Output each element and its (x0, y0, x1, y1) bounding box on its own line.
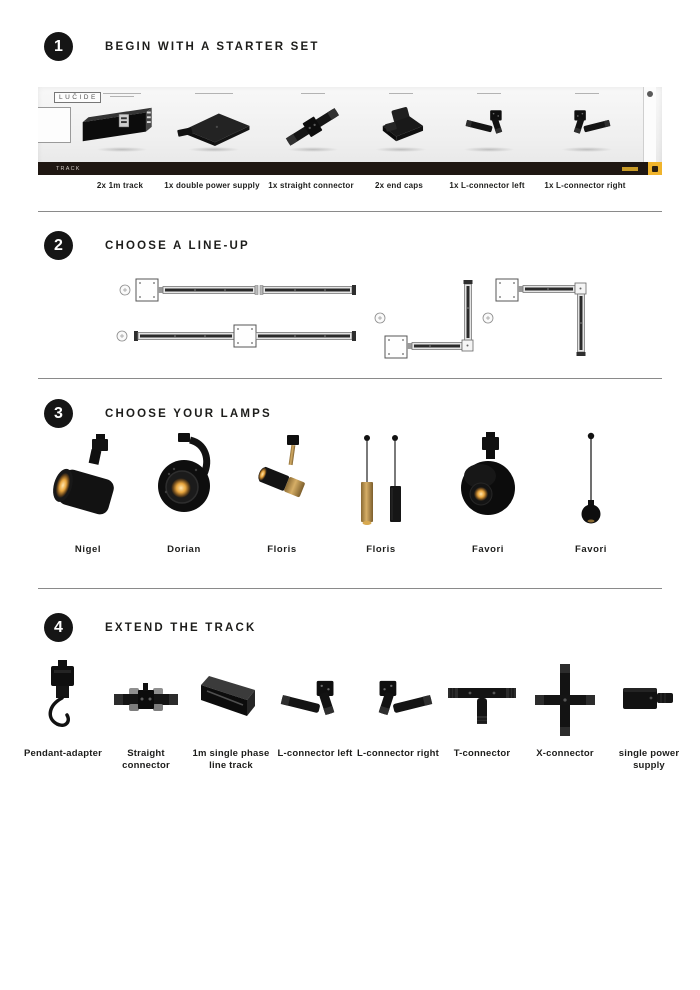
step-2-number: 2 (54, 236, 63, 254)
lamp-floris-pendant (333, 430, 429, 555)
lamp-nigel-image (40, 430, 136, 538)
step-1-badge (44, 32, 73, 61)
step-3-title: CHOOSE YOUR LAMPS (105, 408, 272, 420)
lamp-dorian (136, 430, 232, 555)
lineup-diagrams (100, 268, 660, 373)
track-3d-image (78, 101, 166, 147)
lamp-name: Floris (267, 544, 297, 555)
box-item-track (78, 92, 166, 158)
box-item-end-caps (357, 92, 445, 158)
ext-caption: 1m single phase line track (192, 748, 270, 772)
lamp-floris-spot-image (234, 430, 330, 538)
lineup-option-d (483, 279, 586, 356)
lamp-floris-spot (234, 430, 330, 555)
box-side-flap-right (643, 87, 656, 162)
shadow (375, 147, 427, 152)
lamp-favori-spot (440, 430, 536, 555)
ext-caption: T-connector (453, 748, 511, 759)
ext-straight-connector (104, 658, 188, 773)
pendant-adapter-image (21, 658, 105, 744)
lamp-name: Favori (574, 544, 608, 555)
lineup-option-b (117, 325, 356, 347)
tiny-label-placeholder (357, 92, 445, 101)
box-item-l-connector-left (445, 92, 533, 158)
ext-single-power-supply (607, 658, 691, 773)
straight-connector-image (104, 658, 188, 744)
box-item-double-power-supply (170, 92, 258, 158)
section-divider (38, 378, 662, 379)
box-item-straight-connector (269, 92, 357, 158)
ext-x-connector (523, 658, 607, 760)
x-connector-image (523, 658, 607, 744)
step-4-badge (44, 613, 73, 642)
lamp-dorian-image (136, 430, 232, 538)
tiny-label-placeholder (269, 92, 357, 101)
step-2-badge (44, 231, 73, 260)
ext-t-connector (440, 658, 524, 760)
starter-set-box (38, 87, 662, 175)
lamp-name: Nigel (74, 544, 102, 555)
ext-l-connector-right (356, 658, 440, 760)
l-connector-right-image (356, 658, 440, 744)
ext-l-connector-left (273, 658, 357, 760)
ext-caption: Pendant-adapter (24, 748, 102, 759)
section-divider (38, 588, 662, 589)
box-hang-hole (647, 91, 653, 97)
lamp-favori-spot-image (440, 430, 536, 538)
t-connector-image (440, 658, 524, 744)
tiny-label-placeholder (445, 92, 533, 101)
shadow (96, 147, 148, 152)
l-connector-image (543, 101, 631, 147)
brand-mark-icon (652, 166, 658, 172)
shadow (463, 147, 515, 152)
single-power-supply-image (607, 658, 691, 744)
tiny-label-placeholder (170, 92, 258, 101)
lamp-floris-pendant-image (333, 430, 429, 538)
step-4-number: 4 (54, 618, 63, 636)
step-3-number: 3 (54, 404, 63, 422)
ext-1m-track (189, 658, 273, 773)
lamp-nigel (40, 430, 136, 555)
shadow (188, 147, 240, 152)
starter-caption: 1x double power supply (164, 181, 260, 190)
box-bar-yellow-text (622, 167, 638, 171)
ext-caption: L-connector right (356, 748, 440, 759)
lamp-name: Dorian (167, 544, 201, 555)
tiny-label-placeholder (78, 92, 166, 101)
brand-logo: LUČIDE (54, 92, 101, 103)
section-divider (38, 211, 662, 212)
starter-caption: 2x 1m track (96, 181, 144, 190)
starter-caption: 2x end caps (374, 181, 423, 190)
ext-pendant-adapter (21, 658, 105, 760)
step-3-badge (44, 399, 73, 428)
l-connector-image (445, 101, 533, 147)
lineup-option-c (375, 280, 473, 358)
step-4-title: EXTEND THE TRACK (105, 622, 257, 634)
lineup-option-a (120, 279, 356, 301)
track-1m-image (189, 658, 273, 744)
lamp-favori-pendant-image (543, 430, 639, 538)
lamp-favori-pendant (543, 430, 639, 555)
starter-caption: 1x L-connector right (544, 181, 626, 190)
lamp-name: Floris (366, 544, 396, 555)
box-item-l-connector-right (543, 92, 631, 158)
starter-caption: 1x straight connector (268, 181, 354, 190)
box-accent-tab (648, 162, 662, 175)
step-1-title: BEGIN WITH A STARTER SET (105, 41, 320, 53)
ext-caption: single power supply (618, 748, 680, 772)
shadow (287, 147, 339, 152)
lamp-name: Favori (471, 544, 505, 555)
straight-connector-image (269, 101, 357, 147)
box-bar-label: TRACK (56, 165, 81, 172)
box-side-flap-left (38, 107, 71, 143)
ext-caption: X-connector (536, 748, 594, 759)
box-track-bar (38, 162, 662, 175)
step-1-number: 1 (54, 37, 63, 55)
starter-caption: 1x L-connector left (449, 181, 525, 190)
ext-caption: Straight connector (122, 748, 170, 772)
step-2-title: CHOOSE A LINE-UP (105, 240, 250, 252)
ext-caption: L-connector left (277, 748, 353, 759)
shadow (561, 147, 613, 152)
end-caps-image (357, 101, 445, 147)
double-power-supply-image (170, 101, 258, 147)
l-connector-left-image (273, 658, 357, 744)
tiny-label-placeholder (543, 92, 631, 101)
